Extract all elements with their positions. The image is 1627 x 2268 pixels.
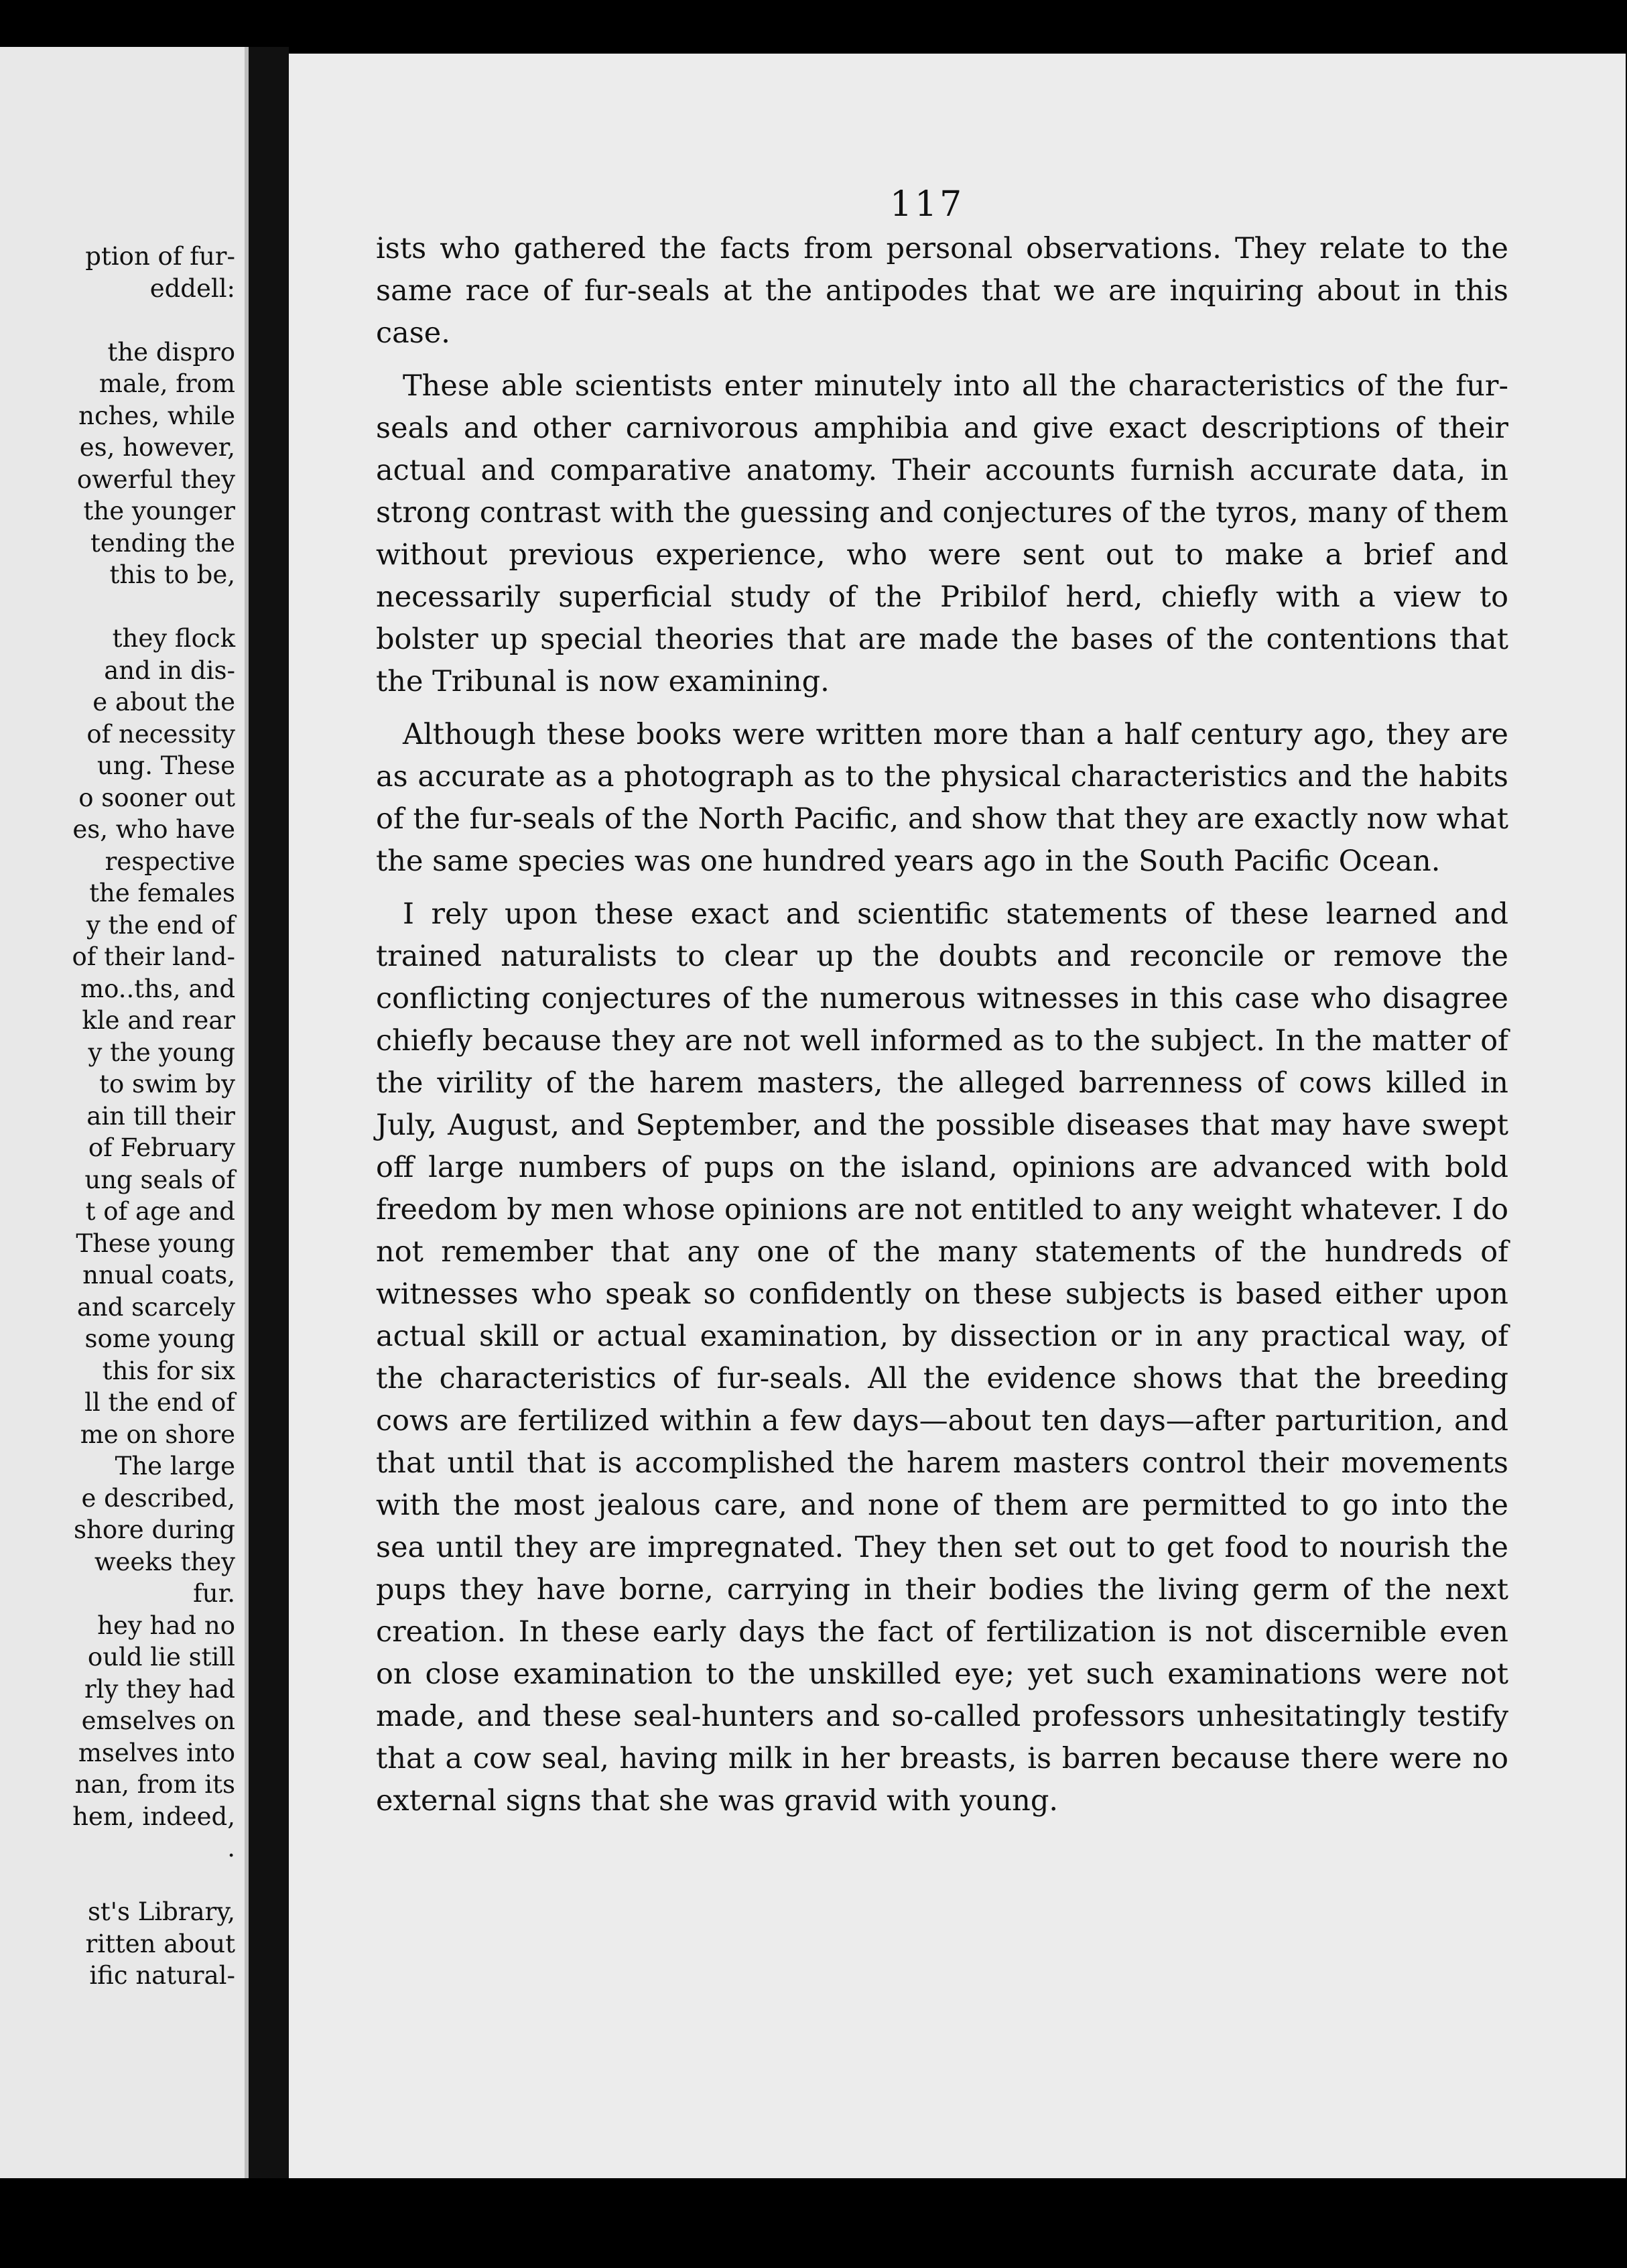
left-page-line: hey had no bbox=[97, 1611, 235, 1640]
paragraph: These able scientists enter minutely into all the characteristics of the fur-seals and other carnivorous amphibia and give exact descriptions of their actual and comparative anatomy. Their accounts furnish accurate data, in strong contrast with the guessing and conjectures of the tyros, many of them without previous experience, who were sent out to make a brief and necessarily superficial study of the Pribilof herd, chiefly with a view to bolster up special theories that are made the bases of the contentions that the Tribunal is now examining. bbox=[376, 369, 1508, 698]
left-page-line: e about the bbox=[92, 688, 235, 716]
left-page-line: ung. These bbox=[96, 751, 235, 780]
left-page-line: e described, bbox=[81, 1483, 235, 1513]
left-page-line: y the young bbox=[88, 1037, 235, 1067]
left-page-line: they flock bbox=[112, 624, 235, 653]
paragraph: Although these books were written more than a half century ago, they are as accurate as a photograph as to the physical characteristics and the habits of the fur-seals of the North Pacific, and show that they are exactly now what the same species was one hundred years ago in the South Pacific Ocean. bbox=[376, 718, 1508, 878]
left-page-line: this to be, bbox=[109, 560, 235, 589]
scan-border bbox=[0, 2178, 1627, 2268]
left-page-line: fur. bbox=[193, 1579, 235, 1608]
left-page-line: hem, indeed, bbox=[72, 1802, 235, 1831]
left-page-line: the younger bbox=[83, 497, 235, 525]
left-page-line: The large bbox=[115, 1452, 235, 1480]
book-gutter bbox=[249, 47, 289, 2178]
left-page-line: These young bbox=[76, 1228, 235, 1258]
left-page-line: ung seals of bbox=[84, 1165, 235, 1194]
left-page-line: the dispro bbox=[107, 337, 235, 367]
left-page-line: y the end of bbox=[86, 910, 235, 940]
left-page-line: eddell: bbox=[149, 273, 235, 303]
left-page-line: owerful they bbox=[76, 464, 235, 494]
left-page-line: tending the bbox=[90, 528, 235, 558]
left-page-line: ific natural- bbox=[89, 1961, 235, 1990]
left-page-line: of necessity bbox=[86, 719, 235, 749]
left-page-line: nan, from its bbox=[74, 1770, 235, 1799]
left-page-line: mselves into bbox=[78, 1738, 235, 1767]
left-page-line: ritten about bbox=[85, 1929, 235, 1958]
left-page-line: mo..ths, and bbox=[80, 974, 235, 1003]
left-page-line: and scarcely bbox=[76, 1292, 235, 1322]
left-page-line: of their land- bbox=[72, 942, 235, 971]
left-page bbox=[0, 47, 249, 2178]
left-page-line: ain till their bbox=[86, 1101, 235, 1131]
left-page-line: some young bbox=[84, 1324, 235, 1353]
left-page-line: this for six bbox=[102, 1356, 235, 1385]
left-page-line: es, however, bbox=[79, 433, 235, 462]
left-page-line: st's Library, bbox=[87, 1897, 235, 1926]
left-page-line: me on shore bbox=[80, 1420, 235, 1449]
left-page-line: kle and rear bbox=[82, 1006, 235, 1035]
left-page-line: rly they had bbox=[84, 1674, 235, 1704]
left-page-line: shore during bbox=[74, 1515, 235, 1544]
left-page-line: respective bbox=[105, 846, 235, 876]
left-page-line: . bbox=[227, 1834, 235, 1863]
paragraph: I rely upon these exact and scientific statements of these learned and trained naturalists to clear up the doubts and reconcile or remove the conflicting conjectures of the numerous witnesses in this case who disagree chiefly because they are not well informed as to the subject. In the matter of the virility of the harem masters, the alleged barrenness of cows killed in July, August, and September, and the possible diseases that may have swept off large numbers of pups on the island, opinions are advanced with bold freedom by men whose opinions are not entitled to any weight whatever. I do not remember that any one of the many statements of the hundreds of witnesses who speak so confidently on these subjects is based either upon actual skill or actual examination, by dissection or in any practical way, of the characteristics of fur-seals. All the evidence shows that the breeding cows are fertilized within a few days—about ten days—after parturition, and that until that is accomplished the harem masters control their movements with the most jealous care, and none of them are permitted to go into the sea until they are impregnated. They then set out to get food to nourish the pups they have borne, carrying in their bodies the living germ of the next creation. In these early days the fact of fertilization is not discernible even on close examination to the unskilled eye; yet such examinations were not made, and these seal-hunters and so-called professors unhesitatingly testify that a cow seal, having milk in her breasts, is barren because there were no external signs that she was gravid with young. bbox=[376, 897, 1508, 1818]
left-page-line: nnual coats, bbox=[82, 1261, 235, 1289]
left-page-line: ould lie still bbox=[87, 1643, 235, 1672]
left-page-line: and in dis- bbox=[104, 655, 235, 685]
paragraph: ists who gathered the facts from personal observations. They relate to the same race of fur-seals at the antipodes that we are inquiring about in this case. bbox=[376, 232, 1508, 350]
left-page-line: to swim by bbox=[99, 1070, 235, 1098]
left-page-line: of February bbox=[88, 1133, 235, 1162]
left-page-line: weeks they bbox=[94, 1547, 235, 1576]
left-page-line: the females bbox=[89, 879, 235, 907]
right-page bbox=[289, 54, 1626, 2185]
body-text bbox=[376, 228, 1508, 1833]
page-number: 117 bbox=[890, 184, 965, 225]
left-page-line: emselves on bbox=[81, 1706, 235, 1735]
left-page-line: nches, while bbox=[78, 401, 235, 430]
left-page-line: male, from bbox=[99, 369, 235, 398]
left-page-line: es, who have bbox=[72, 815, 235, 844]
left-page-line: o sooner out bbox=[78, 783, 235, 812]
left-page-line: ption of fur- bbox=[85, 242, 235, 271]
left-page-line: t of age and bbox=[85, 1197, 235, 1226]
left-page-line: ll the end of bbox=[84, 1388, 235, 1417]
